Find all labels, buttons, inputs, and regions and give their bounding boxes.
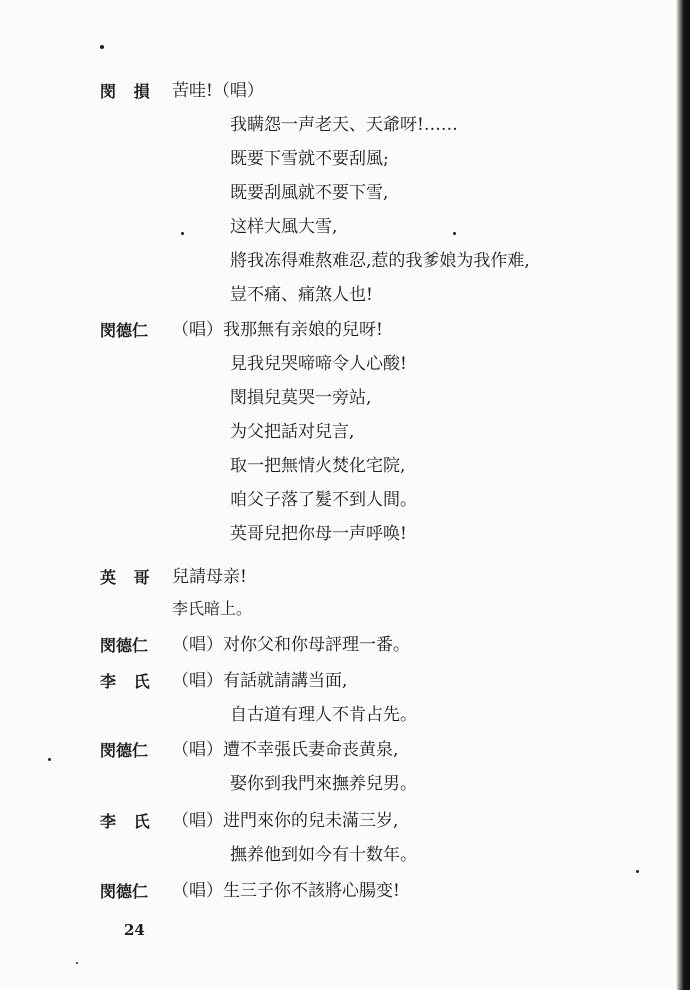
speaker-li-shi: 李 氏 <box>100 672 156 691</box>
dialogue-line: 苦哇!（唱） <box>172 81 264 101</box>
dialogue-line: 兒請母亲! <box>172 567 247 587</box>
scan-speck <box>636 870 639 873</box>
page-number: 24 <box>124 921 145 939</box>
stage-direction: 李氏暗上。 <box>172 599 253 618</box>
dialogue-line: （唱）进門來你的兒未滿三岁, <box>172 811 399 831</box>
book-spine-edge <box>676 0 690 990</box>
dialogue-line: （唱）生三子你不該將心腸变! <box>172 881 400 901</box>
dialogue-line: （唱）有話就請講当面, <box>172 671 348 691</box>
dialogue-line: 为父把話对兒言, <box>230 422 355 442</box>
speaker-min-deren: 閔德仁 <box>100 636 149 655</box>
dialogue-line: 撫养他到如今有十数年。 <box>230 845 417 865</box>
scan-speck <box>100 45 104 49</box>
dialogue-line: 取一把無情火焚化宅院, <box>230 456 406 476</box>
speaker-min-deren: 閔德仁 <box>100 882 149 901</box>
dialogue-line: （唱）遭不幸張氏妻命丧黄泉, <box>172 740 399 760</box>
dialogue-line: 既要刮風就不要下雪, <box>230 183 389 203</box>
dialogue-line: 英哥兒把你母一声呼唤! <box>230 524 407 544</box>
dialogue-line: 娶你到我門來撫养兒男。 <box>230 774 417 794</box>
dialogue-line: 既要下雪就不要刮風; <box>230 149 389 169</box>
scan-speck <box>76 962 78 964</box>
speaker-min-deren: 閔德仁 <box>100 741 149 760</box>
dialogue-line: 將我冻得难熬难忍,惹的我爹娘为我作难, <box>230 251 530 271</box>
dialogue-line: 見我兒哭啼啼令人心酸! <box>230 354 407 374</box>
dialogue-line: 自古道有理人不肯占先。 <box>230 705 417 725</box>
dialogue-line: 咱父子落了髮不到人間。 <box>230 490 417 510</box>
speaker-min-deren: 閔德仁 <box>100 321 149 340</box>
speaker-ying-ge: 英 哥 <box>100 568 156 587</box>
dialogue-line: 我瞒怨一声老天、天爺呀!…… <box>230 115 458 135</box>
dialogue-line: 閔損兒莫哭一旁站, <box>230 388 372 408</box>
dialogue-line: 这样大風大雪, <box>230 217 338 237</box>
dialogue-line: 豈不痛、痛煞人也! <box>230 285 373 305</box>
speaker-li-shi: 李 氏 <box>100 812 156 831</box>
dialogue-line: （唱）我那無有亲娘的兒呀! <box>172 320 383 340</box>
scan-speck <box>48 758 51 761</box>
scan-speck <box>453 232 456 235</box>
scan-speck <box>181 232 184 235</box>
dialogue-line: （唱）对你父和你母評理一番。 <box>172 635 410 655</box>
speaker-min-sun: 閔 損 <box>100 82 156 101</box>
